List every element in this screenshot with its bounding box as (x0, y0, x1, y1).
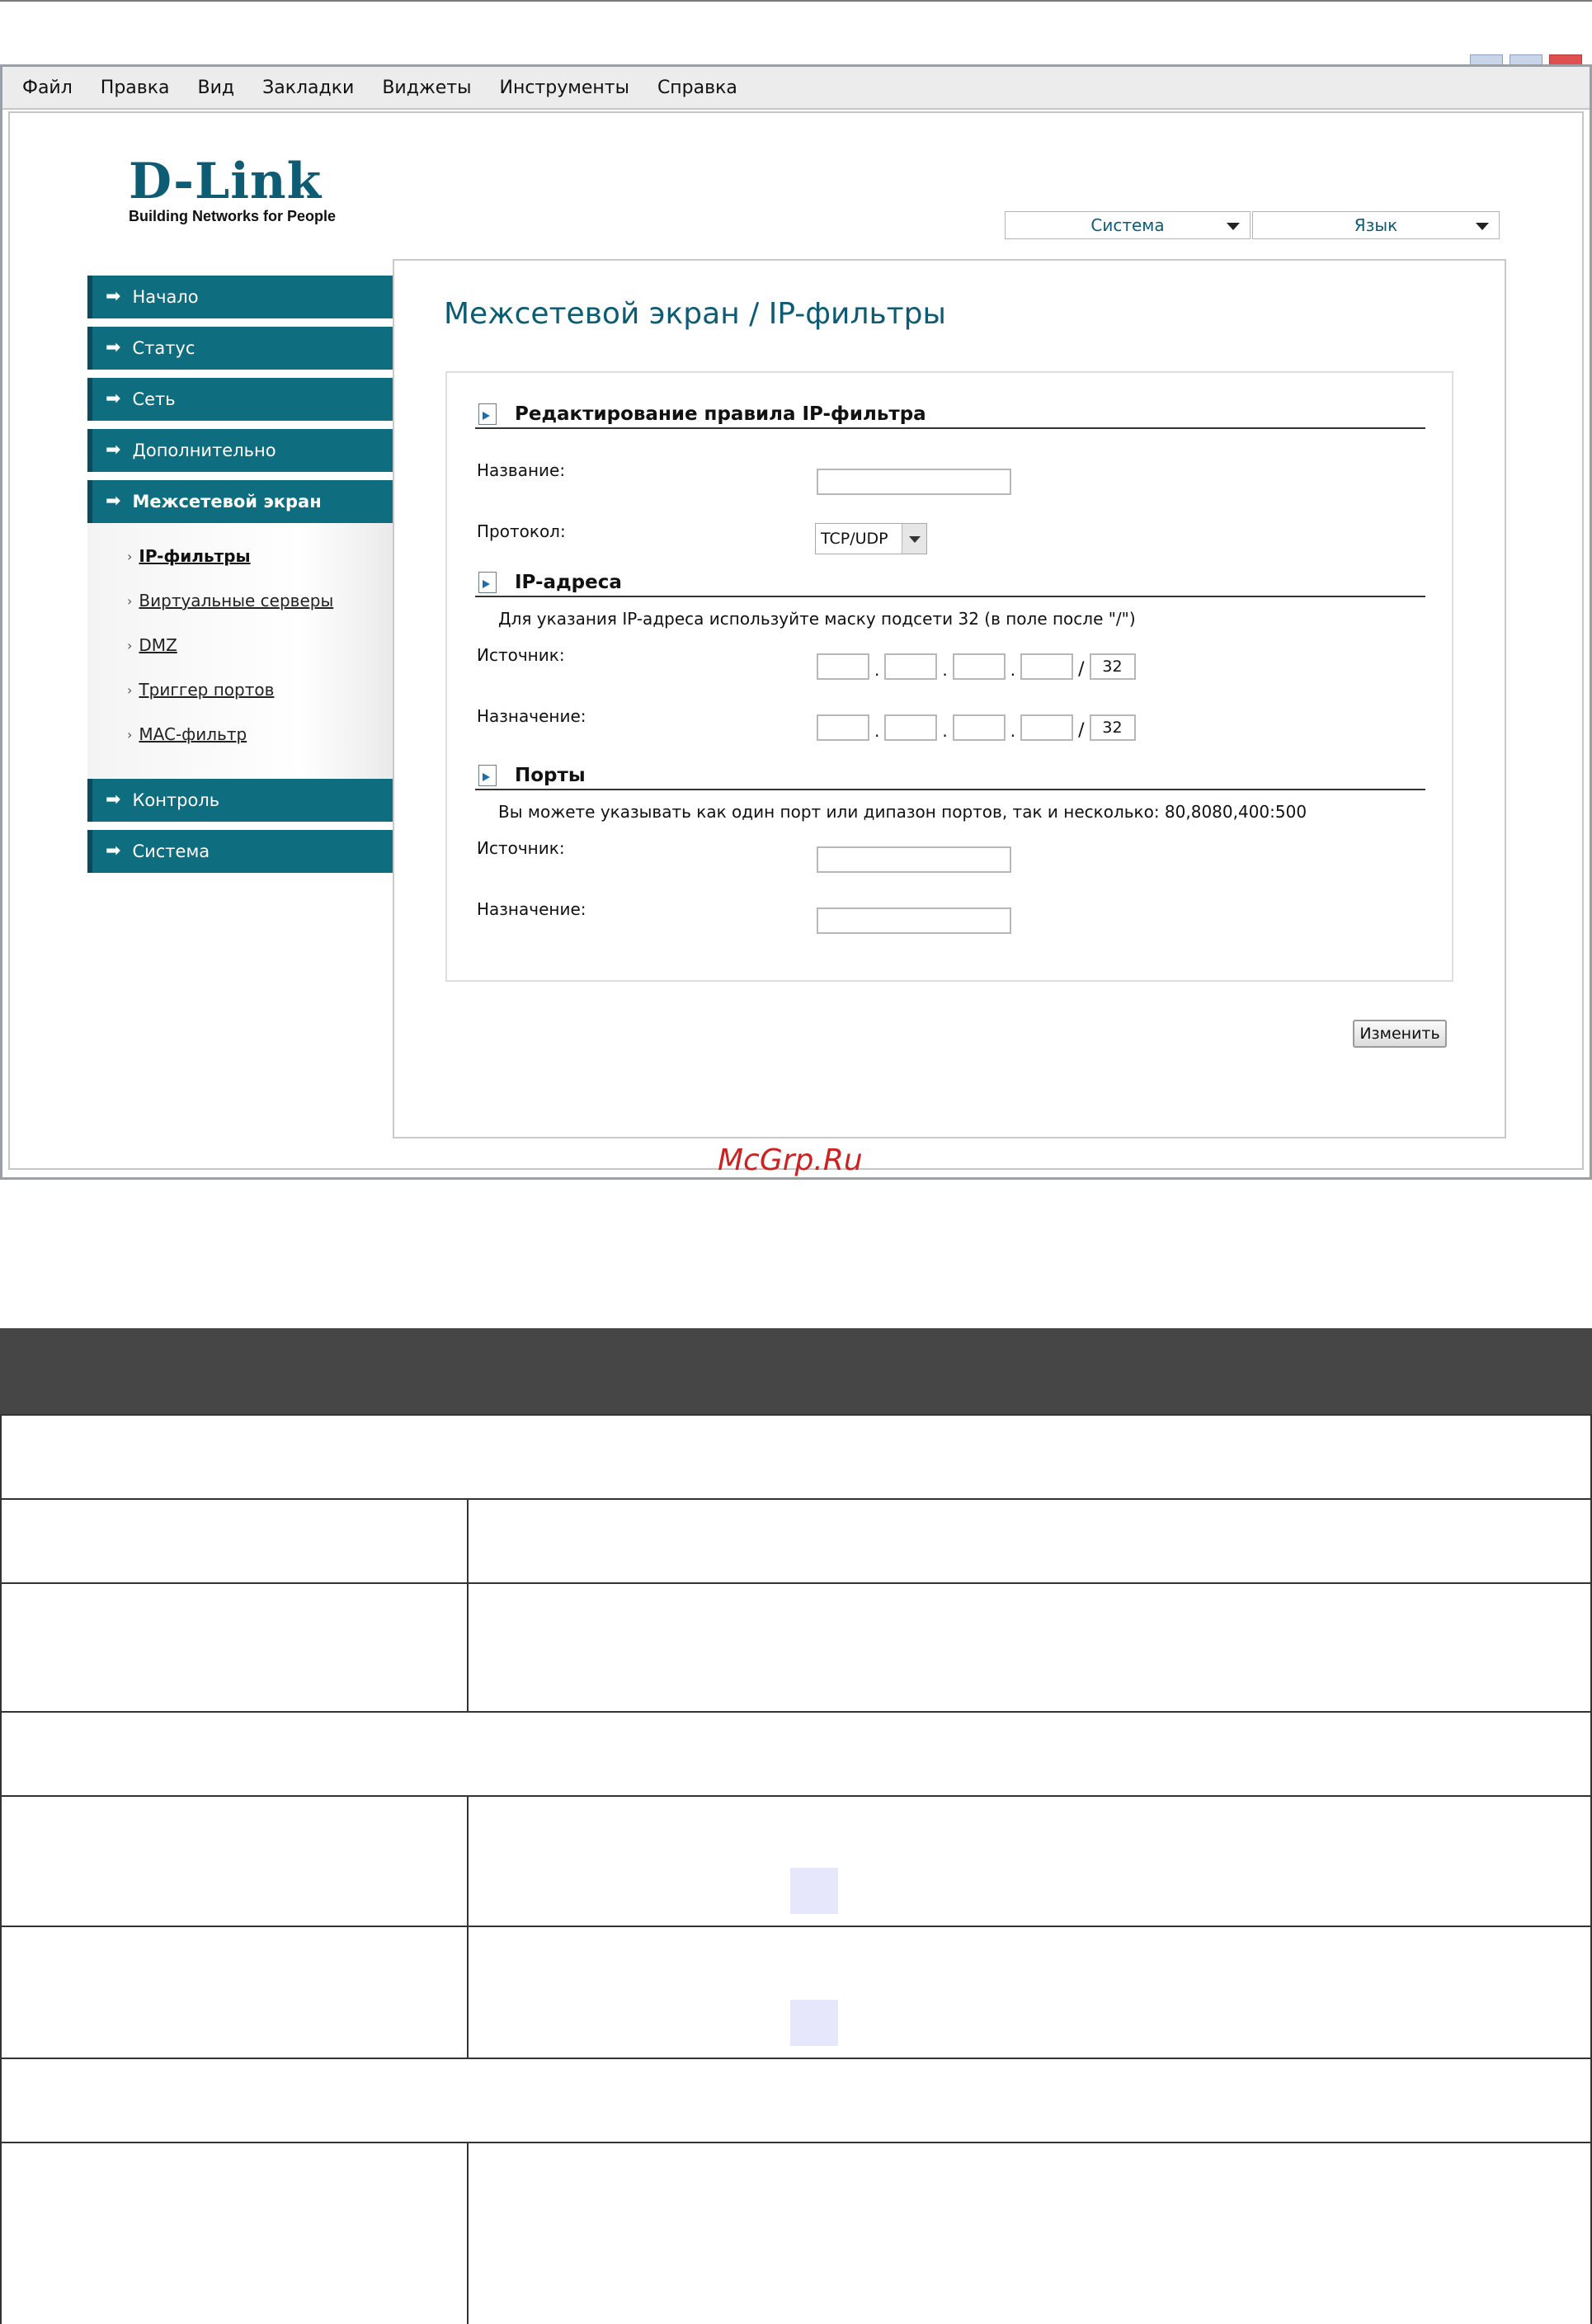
menu-widgets[interactable]: Виджеты (382, 77, 472, 98)
table-header (0, 1328, 1592, 1414)
section-title: Редактирование правила IP-фильтра (515, 403, 926, 425)
section-ip-header (475, 569, 1425, 597)
table-row-divider (0, 1795, 1592, 1797)
page-title: Межсетевой экран / IP-фильтры (444, 297, 946, 331)
menu-tools[interactable]: Инструменты (499, 77, 629, 98)
arrow-right-icon: ➡ (106, 337, 121, 358)
language-dropdown[interactable] (1252, 211, 1500, 239)
source-ip-mask[interactable]: 32 (1090, 653, 1136, 680)
dest-ip-group (817, 714, 1136, 741)
table-row-divider (0, 2058, 1592, 2059)
section-title: Порты (515, 765, 586, 786)
section-rule-header (475, 401, 1425, 429)
protocol-select[interactable] (815, 523, 927, 554)
submenu-label: Триггер портов (139, 680, 275, 700)
sidebar-item-label: Начало (132, 287, 199, 307)
mask-slash: / (1078, 659, 1085, 680)
menu-bookmarks[interactable]: Закладки (262, 77, 355, 98)
top-rule (0, 0, 1592, 2)
ip-dot: . (942, 721, 948, 741)
submenu-virtual-servers[interactable] (127, 591, 333, 610)
protocol-value: TCP/UDP (821, 530, 888, 548)
document-arrow-icon (478, 572, 497, 593)
menu-help[interactable]: Справка (657, 77, 737, 98)
table-column-divider (467, 1498, 469, 1711)
ip-dot: . (1010, 721, 1016, 741)
source-ip-octet-2[interactable] (884, 653, 937, 680)
menu-bar (2, 67, 1590, 110)
table-row-divider (0, 1926, 1592, 1927)
dlink-logo (129, 153, 337, 225)
bullet-icon: › (127, 637, 133, 653)
ports-source-label: Источник: (477, 838, 565, 858)
ip-dot: . (874, 660, 880, 680)
source-ip-octet-3[interactable] (953, 653, 1006, 680)
dest-ip-label: Назначение: (477, 706, 586, 726)
bullet-icon: › (127, 681, 133, 698)
bullet-icon: › (127, 548, 133, 564)
ip-dot: . (942, 660, 948, 680)
protocol-label: Протокол: (477, 521, 566, 541)
name-label: Название: (477, 460, 566, 480)
table-column-divider (467, 2142, 469, 2324)
arrow-right-icon: ➡ (106, 440, 121, 460)
mask-slash: / (1078, 720, 1085, 741)
dest-ip-mask[interactable]: 32 (1090, 714, 1136, 741)
name-input[interactable] (817, 469, 1011, 495)
dest-ip-octet-3[interactable] (953, 714, 1006, 741)
sidebar-item-label: Статус (132, 338, 195, 358)
chevron-down-icon (902, 524, 926, 554)
logo-tagline: Building Networks for People (129, 208, 337, 224)
chevron-down-icon (1476, 223, 1489, 230)
submenu-label: DMZ (139, 635, 177, 655)
sidebar-item-system[interactable] (87, 830, 393, 873)
sidebar-item-status[interactable] (87, 327, 393, 370)
table-row-divider (0, 1582, 1592, 1584)
ip-dot: . (1010, 660, 1016, 680)
arrow-right-icon: ➡ (106, 491, 121, 511)
sidebar-item-network[interactable] (87, 378, 393, 421)
dest-ip-octet-2[interactable] (884, 714, 937, 741)
ports-dest-input[interactable] (817, 907, 1011, 934)
source-ip-octet-1[interactable] (817, 653, 869, 680)
highlight-box (790, 1868, 838, 1914)
arrow-right-icon: ➡ (106, 286, 121, 307)
section-ports-header (475, 762, 1425, 790)
sidebar-item-advanced[interactable] (87, 429, 393, 472)
chevron-down-icon (1227, 223, 1240, 230)
logo-text: D-Link (129, 153, 323, 210)
source-ip-label: Источник: (477, 645, 565, 665)
submenu-mac-filter[interactable] (127, 724, 247, 744)
highlight-box (790, 2000, 838, 2046)
menu-view[interactable]: Вид (197, 77, 235, 98)
sidebar-item-start[interactable] (87, 276, 393, 318)
ports-dest-label: Назначение: (477, 899, 586, 919)
sidebar-item-label: Дополнительно (132, 441, 276, 460)
system-dropdown-label: Система (1090, 215, 1165, 235)
ip-dot: . (874, 721, 880, 741)
menu-file[interactable]: Файл (22, 77, 73, 98)
arrow-right-icon: ➡ (106, 389, 121, 409)
sidebar-item-label: Сеть (132, 389, 176, 409)
document-arrow-icon (478, 403, 497, 425)
submenu-label: IP-фильтры (139, 546, 251, 566)
dest-ip-octet-4[interactable] (1020, 714, 1073, 741)
menu-edit[interactable]: Правка (100, 77, 170, 98)
ports-hint: Вы можете указывать как один порт или дипазон портов, так и несколько: 80,8080,400:500 (498, 802, 1307, 822)
source-ip-group (817, 653, 1136, 680)
bullet-icon: › (127, 726, 133, 742)
table-row-divider (0, 1711, 1592, 1713)
section-title: IP-адреса (515, 572, 622, 593)
submenu-port-trigger[interactable] (127, 680, 274, 700)
table-column-divider (467, 1795, 469, 2058)
ip-hint: Для указания IP-адреса используйте маску подсети 32 (в поле после "/") (498, 609, 1136, 629)
source-ip-octet-4[interactable] (1020, 653, 1073, 680)
sidebar-item-control[interactable] (87, 779, 393, 822)
submenu-label: Виртуальные серверы (139, 591, 334, 610)
document-arrow-icon (478, 765, 497, 786)
table-row-divider (0, 2142, 1592, 2143)
submenu-dmz[interactable] (127, 635, 177, 655)
submenu-label: MAC-фильтр (139, 724, 247, 744)
ports-source-input[interactable] (817, 846, 1011, 873)
sidebar-item-firewall[interactable] (87, 480, 393, 523)
bullet-icon: › (127, 592, 133, 609)
submenu-ip-filters[interactable] (127, 546, 251, 566)
language-dropdown-label: Язык (1354, 215, 1398, 235)
table-row-divider (0, 1498, 1592, 1500)
arrow-right-icon: ➡ (106, 790, 121, 810)
watermark: McGrp.Ru (718, 1143, 863, 1177)
sidebar-item-label: Система (132, 841, 210, 861)
arrow-right-icon: ➡ (106, 841, 121, 861)
sidebar-item-label: Межсетевой экран (132, 492, 322, 511)
table-row-divider (0, 1414, 1592, 1416)
system-dropdown[interactable] (1005, 211, 1251, 239)
change-button[interactable]: Изменить (1353, 1020, 1447, 1048)
dest-ip-octet-1[interactable] (817, 714, 869, 741)
sidebar-item-label: Контроль (132, 790, 220, 810)
